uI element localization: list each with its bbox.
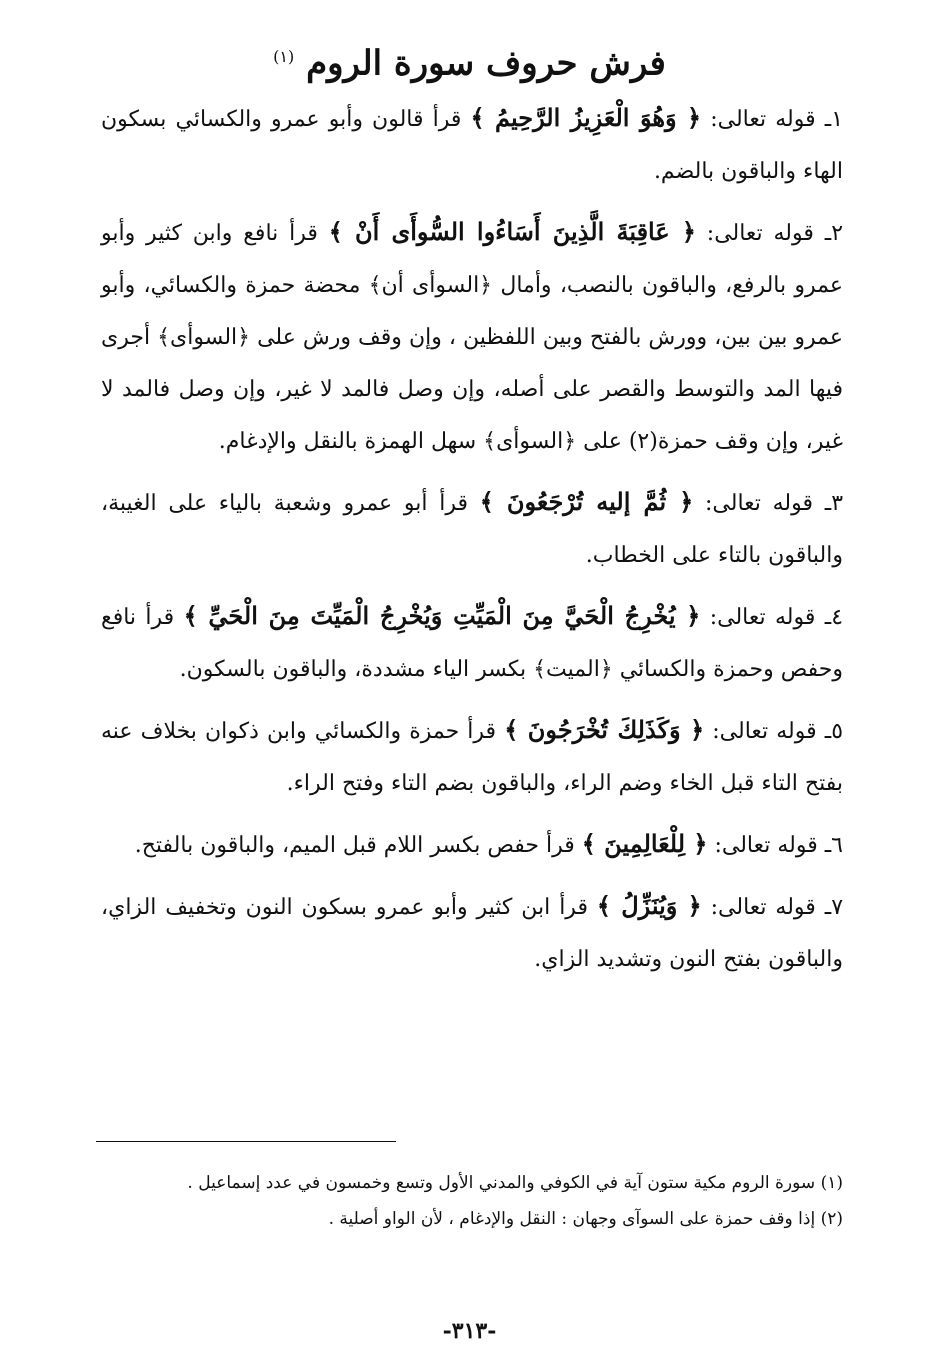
paragraph-intro: قوله تعالى: [706, 221, 814, 246]
quran-verse: ﴿ وَكَذَلِكَ تُخْرَجُونَ ﴾ [504, 715, 705, 744]
paragraph-2 [101, 206, 843, 468]
paragraph-intro: قوله تعالى: [714, 833, 818, 858]
paragraph-number: ٢ـ [824, 221, 844, 246]
paragraph-text: قرأ حفص بكسر اللام قبل الميم، والباقون بالفتح. [134, 833, 575, 858]
paragraph-text: قرأ ابن كثير وأبو عمرو بسكون النون وتخفيف الزاي، والباقون بفتح النون وتشديد الزاي. [101, 895, 843, 972]
paragraph-number: ٥ـ [824, 719, 844, 744]
paragraph-1 [101, 92, 843, 198]
paragraph-number: ٣ـ [824, 491, 844, 516]
paragraph-text: قرأ قالون وأبو عمرو والكسائي بسكون الهاء والباقون بالضم. [101, 107, 843, 184]
paragraph-7 [101, 880, 843, 986]
paragraph-3 [101, 476, 843, 582]
quran-verse: ﴿ ثُمَّ إليه تُرْجَعُونَ ﴾ [479, 487, 694, 516]
paragraph-6 [101, 818, 843, 872]
paragraph-text: قرأ نافع وحفص وحمزة والكسائي ﴿الميت﴾ بكسر الياء مشددة، والباقون بالسكون. [101, 605, 843, 682]
paragraph-text: قرأ أبو عمرو وشعبة بالياء على الغيبة، والباقون بالتاء على الخطاب. [101, 491, 843, 568]
quran-verse: ﴿ وَهُوَ الْعَزِيزُ الرَّحِيمُ ﴾ [470, 103, 702, 132]
body-text [101, 92, 843, 994]
quran-verse: ﴿ لِلْعَالِمِينَ ﴾ [581, 829, 708, 858]
paragraph-intro: قوله تعالى: [712, 719, 817, 744]
footnote-separator [96, 1141, 396, 1142]
quran-verse: ﴿ يُخْرِجُ الْحَيَّ مِنَ الْمَيِّتِ وَيُخْرِجُ الْمَيِّتَ مِنَ الْحَيِّ ﴾ [183, 601, 701, 630]
paragraph-number: ١ـ [824, 107, 844, 132]
page-number: -٣١٣- [442, 1318, 497, 1344]
footnotes [101, 1165, 843, 1237]
paragraph-intro: قوله تعالى: [709, 605, 816, 630]
paragraph-number: ٤ـ [824, 605, 844, 630]
paragraph-intro: قوله تعالى: [710, 107, 816, 132]
paragraph-number: ٦ـ [824, 833, 843, 858]
paragraph-text: قرأ نافع وابن كثير وأبو عمرو بالرفع، والباقون بالنصب، وأمال ﴿السوأى أن﴾ محضة حمزة والكسائي، وأبو عمرو بين بين، وورش بالفتح وبين اللفظين ، وإن وقف ورش على ﴿السوأى﴾ أجرى فيها المد والتوسط والقصر على أصله، وإن وصل فالمد لا غير، وإن وصل فالمد لا غير، وإن وقف حمزة(٢) على ﴿السوأى﴾ سهل الهمزة بالنقل والإدغام. [101, 221, 843, 454]
quran-verse: ﴿ عَاقِبَةَ الَّذِينَ أَسَاءُوا السُّوأَى أَنْ ﴾ [328, 217, 696, 246]
title-footnote-marker: (١) [273, 47, 295, 66]
paragraph-4 [101, 590, 843, 696]
paragraph-text: قرأ حمزة والكسائي وابن ذكوان بخلاف عنه بفتح التاء قبل الخاء وضم الراء، والباقون بضم التاء وفتح الراء. [101, 719, 843, 796]
footnote-2: (٢) إذا وقف حمزة على السوآى وجهان : النقل والإدغام ، لأن الواو أصلية . [328, 1209, 843, 1229]
paragraph-number: ٧ـ [824, 895, 844, 920]
quran-verse: ﴿ وَيُنَزِّلُ ﴾ [596, 891, 702, 920]
paragraph-intro: قوله تعالى: [710, 895, 816, 920]
chapter-title [0, 30, 939, 90]
paragraph-5 [101, 704, 843, 810]
footnote-1: (١) سورة الروم مكية ستون آية في الكوفي والمدني الأول وتسع وخمسون في عدد إسماعيل . [187, 1173, 843, 1193]
paragraph-intro: قوله تعالى: [705, 491, 814, 516]
chapter-title-text: فرش حروف سورة الروم [306, 43, 666, 84]
